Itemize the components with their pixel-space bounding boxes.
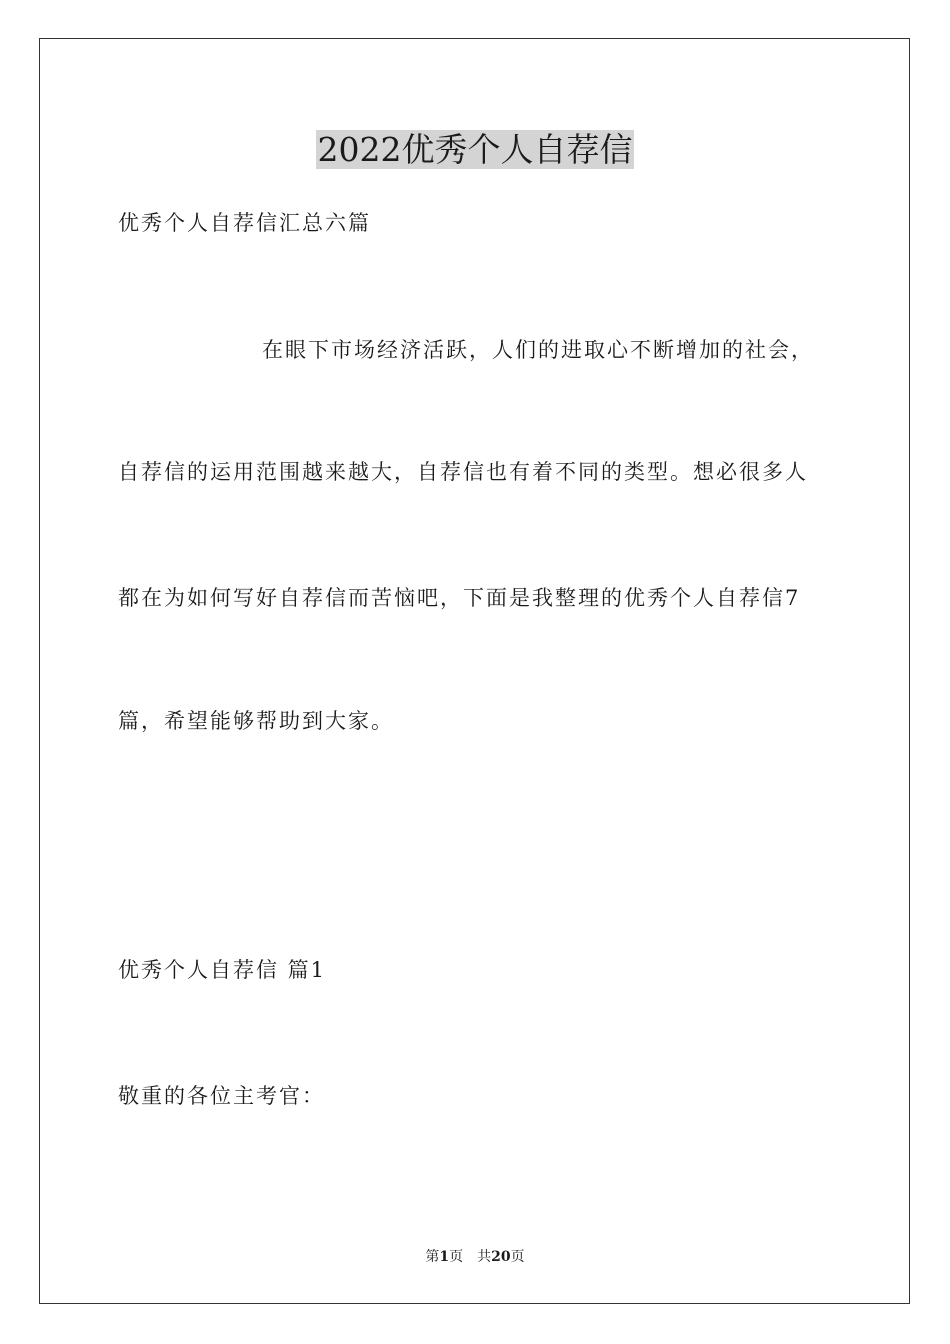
intro-line-2: 自荐信的运用范围越来越大，自荐信也有着不同的类型。想必很多人 (118, 460, 808, 484)
document-subtitle: 优秀个人自荐信汇总六篇 (118, 211, 371, 235)
salutation: 敬重的各位主考官： (118, 1084, 325, 1108)
footer-page-mid: 页 共 (449, 1249, 492, 1265)
page-footer (0, 1247, 950, 1267)
footer-page-prefix: 第 (425, 1249, 440, 1265)
document-title (0, 128, 950, 172)
footer-page-current: 1 (439, 1249, 450, 1265)
footer-page-suffix: 页 (510, 1249, 525, 1265)
document-title-text: 2022优秀个人自荐信 (317, 130, 633, 169)
intro-line-1: 在眼下市场经济活跃，人们的进取心不断增加的社会， (262, 338, 814, 362)
intro-line-4: 篇，希望能够帮助到大家。 (118, 709, 394, 733)
footer-page-total: 20 (491, 1249, 511, 1265)
section-heading: 优秀个人自荐信 篇1 (118, 958, 327, 982)
intro-line-3: 都在为如何写好自荐信而苦恼吧，下面是我整理的优秀个人自荐信7 (118, 586, 801, 610)
